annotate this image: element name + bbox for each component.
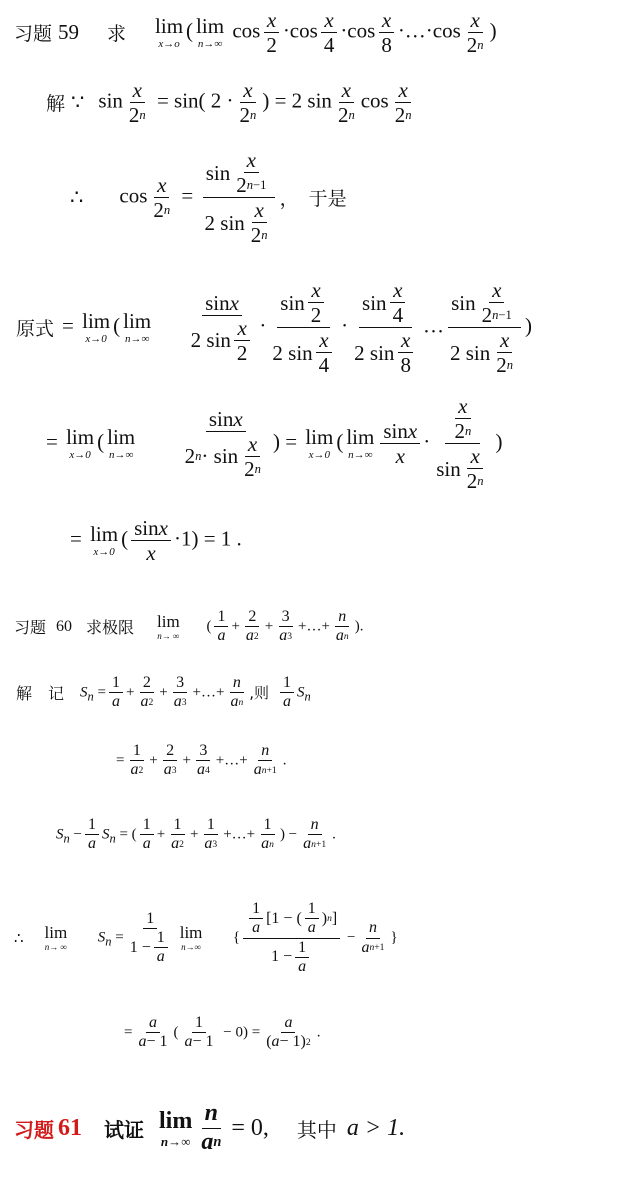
because-symbol: ∵ bbox=[71, 90, 85, 115]
solution-59-line-5 bbox=[70, 516, 242, 565]
problem-number: 59 bbox=[58, 20, 80, 45]
formula-60-5: = a a − 1 ( 1 a − 1 − 0) = a ( a − 1) 2 . bbox=[124, 1014, 321, 1051]
problem-label: 习题 bbox=[14, 23, 53, 46]
formula-60-2: = 1 a 2 + 2 a 3 + 3 a 4 +…+ n a n+1 . bbox=[116, 742, 287, 779]
qizhong-text: 其中 bbox=[296, 1117, 337, 1142]
formula-59-5: = lim x→0 ( sin x x ·1) = 1 . bbox=[70, 516, 242, 566]
problem-label: 习题 bbox=[14, 618, 47, 638]
formula-60-1b: $\frac{1}{a}$ $S_n$ bbox=[277, 674, 311, 712]
formula-60-3: $S_n$ − $\frac{1}{a}$ $S_n$ = ( $\frac{1}{a}$ + 1 a 2 + 1 a 3 +…+ 1 a n ) − n a n+1 . bbox=[56, 816, 336, 853]
problem-verb: 求 bbox=[107, 23, 127, 46]
problem-label: 习题 bbox=[14, 1117, 54, 1142]
solution-label: 解 记 bbox=[16, 684, 65, 704]
solution-label: 解 bbox=[46, 93, 66, 116]
problem-verb: 求极限 bbox=[86, 618, 135, 638]
solution-60-line-3 bbox=[56, 816, 336, 854]
problem-60-statement bbox=[14, 608, 363, 646]
formula-59-4: = lim x→0 ( lim n→∞ sin x 2 n · sin x 2 n ) = lim x→0 ( lim n→∞ sin x x · x 2 n sin x 2 n ) bbox=[46, 394, 503, 494]
problem-verb: 试证 bbox=[104, 1117, 144, 1142]
ze-text: ,则 bbox=[249, 684, 270, 703]
problem-number: 61 bbox=[58, 1114, 82, 1141]
problem-number: 60 bbox=[56, 617, 73, 635]
solution-59-line-4 bbox=[46, 394, 503, 494]
solution-60-line-2 bbox=[116, 742, 286, 780]
yushi-text: 于是 bbox=[308, 188, 347, 211]
formula-59-2: cos x 2 n = sin x 2 n−1 2 sin x 2 n bbox=[119, 148, 279, 248]
solution-59-line-3 bbox=[16, 278, 532, 378]
formula-61: lim n→∞ n a n bbox=[159, 1100, 222, 1155]
solution-60-line-1 bbox=[16, 674, 311, 712]
therefore-symbol: ∴ bbox=[14, 930, 24, 947]
formula-59: lim x→o ( lim n→∞ cos $\frac{x}{2}$ ·cos $\frac{x}{4}$ ·cos $\frac{x}{8}$ ·…·cos x 2 n ) bbox=[155, 8, 497, 58]
solution-60-line-5 bbox=[124, 1014, 320, 1052]
formula-60-4: lim n→ ∞ $S_n$ = 1 1 − 1 a lim n→∞ { 1 a [1 − ( 1 a ) n ] 1 − 1 a − n a n+1 } bbox=[44, 900, 398, 976]
problem-59-statement bbox=[14, 8, 497, 57]
therefore-symbol: ∴ bbox=[70, 185, 84, 210]
yuanshi-text: 原式 bbox=[16, 318, 55, 341]
formula-60: lim n→ ∞ ( $\frac{1}{a}$ + 2 a 2 + 3 a 3 +…+ n a n ). bbox=[157, 608, 364, 645]
solution-59-line-1 bbox=[46, 78, 418, 127]
condition: a > 1. bbox=[346, 1114, 406, 1141]
formula-59-3: = lim x→0 ( lim n→∞ sin x 2 sin x 2 · sin x 2 2 sin x 4 · sin x 4 2 sin x 8 … sin x 2 n−1 2 sin x 2 n ) bbox=[62, 278, 532, 378]
equals-zero: = 0, bbox=[231, 1114, 269, 1141]
solution-59-line-2 bbox=[70, 148, 347, 248]
problem-61-statement bbox=[14, 1100, 405, 1156]
solution-60-line-4 bbox=[14, 900, 398, 977]
formula-60-1: $S_n$ = $\frac{1}{a}$ + 2 a 2 + 3 a 3 +…+ n a n bbox=[80, 674, 244, 711]
comma: ， bbox=[279, 188, 299, 211]
formula-59-1: sin x 2 n = sin( 2 · x 2 n ) = 2 sin x 2 n cos x 2 n bbox=[98, 78, 412, 128]
